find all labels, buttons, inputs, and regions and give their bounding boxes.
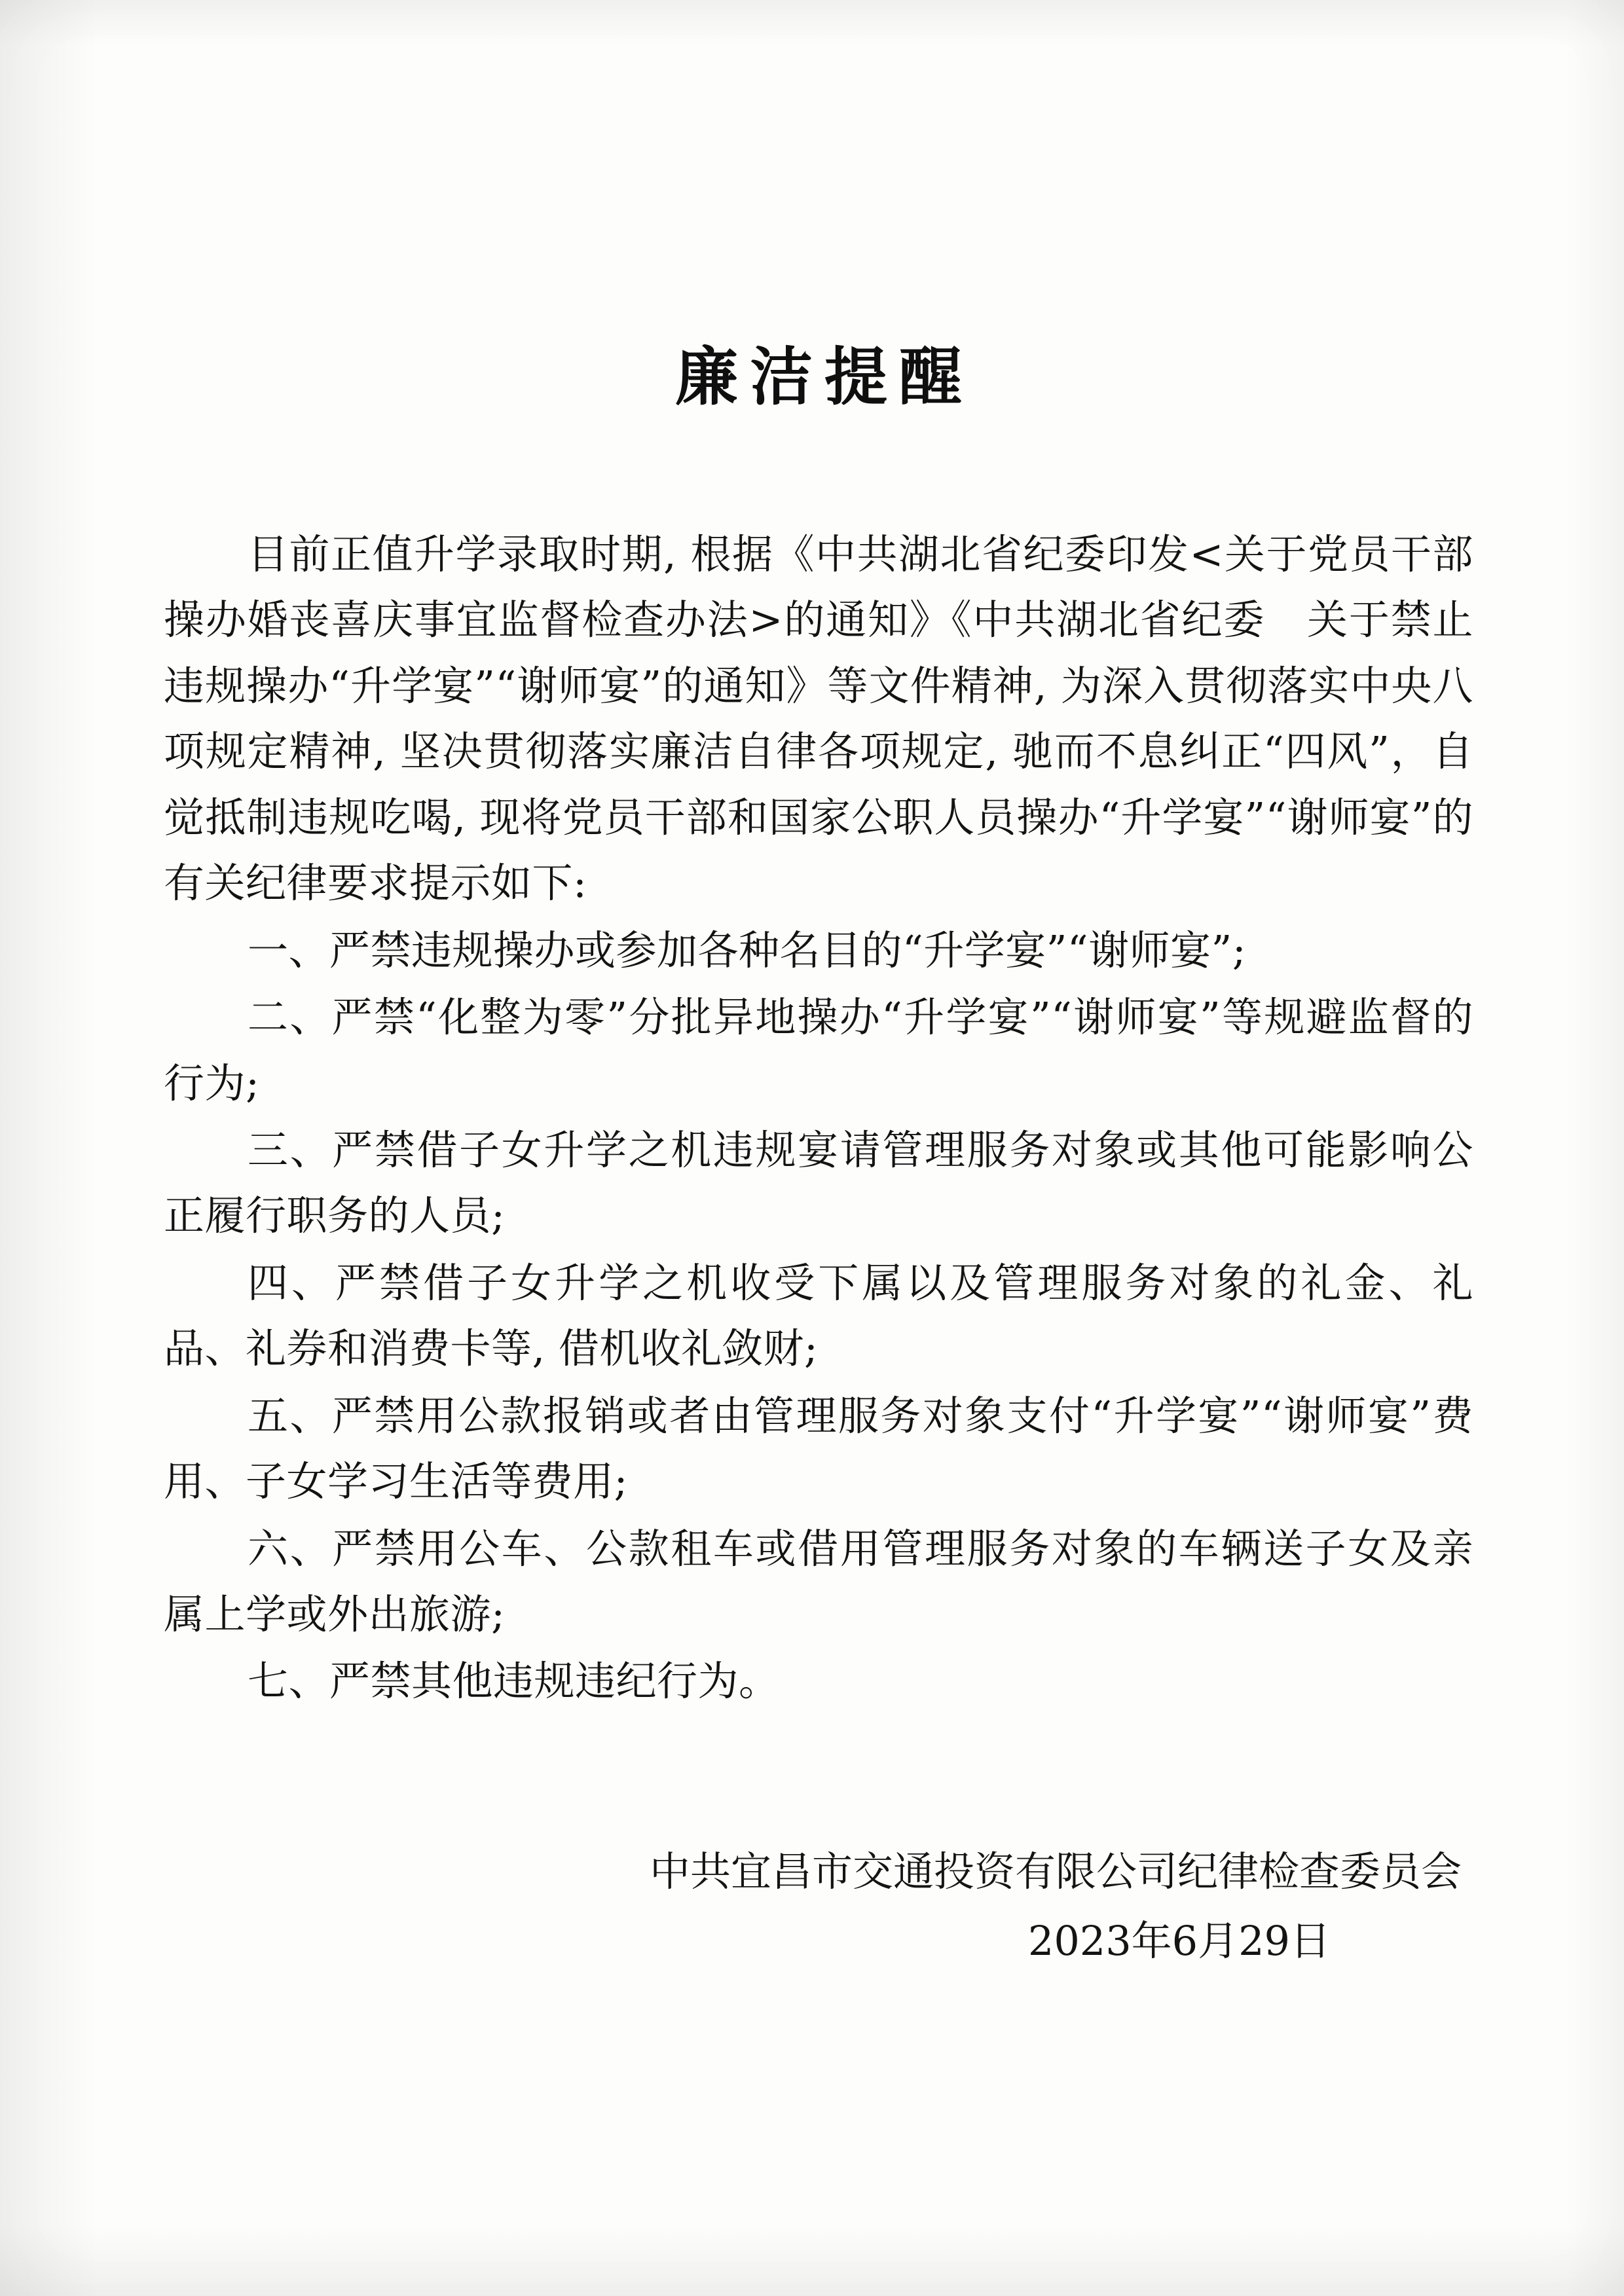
- issuing-organization: 中共宜昌市交通投资有限公司纪律检查委员会: [649, 1847, 1462, 1895]
- paragraph-rule-3: 三、严禁借子女升学之机违规宴请管理服务对象或其他可能影响公正履行职务的人员;: [164, 1125, 1473, 1240]
- document-body: [164, 522, 1473, 1715]
- document-title: 廉洁提醒: [675, 340, 974, 414]
- paragraph-rule-6: 六、严禁用公车、公款租车或借用管理服务对象的车辆送子女及亲属上学或外出旅游;: [164, 1524, 1473, 1638]
- paragraph-rule-4: 四、严禁借子女升学之机收受下属以及管理服务对象的礼金、礼品、礼券和消费卡等, 借机收礼敛财;: [164, 1258, 1473, 1373]
- paragraph-intro: 目前正值升学录取时期, 根据《中共湖北省纪委印发<关于党员干部操办婚丧喜庆事宜监督检查办法>的通知》《中共湖北省纪委 关于禁止违规操办“升学宴”“谢师宴”的通知》等文件精神, 为深入贯彻落实中央八项规定精神, 坚决贯彻落实廉洁自律各项规定, 驰而不息纠正“四风”，自觉抵制违规吃喝, 现将党员干部和国家公职人员操办“升学宴”“谢师宴”的有关纪律要求提示如下:: [164, 530, 1473, 907]
- paragraph-rule-7: 七、严禁其他违规违纪行为。: [248, 1657, 780, 1705]
- signature-block: [164, 1839, 1473, 1975]
- paragraph-rule-5: 五、严禁用公款报销或者由管理服务对象支付“升学宴”“谢师宴”费用、子女学习生活等费用;: [164, 1391, 1473, 1506]
- paragraph-rule-2: 二、严禁“化整为零”分批异地操办“升学宴”“谢师宴”等规避监督的行为;: [164, 993, 1473, 1107]
- document-content: [164, 0, 1473, 2296]
- issue-date: 2023年6月29日: [1027, 1917, 1331, 1965]
- paragraph-rule-1: 一、严禁违规操办或参加各种名目的“升学宴”“谢师宴”;: [248, 926, 1247, 974]
